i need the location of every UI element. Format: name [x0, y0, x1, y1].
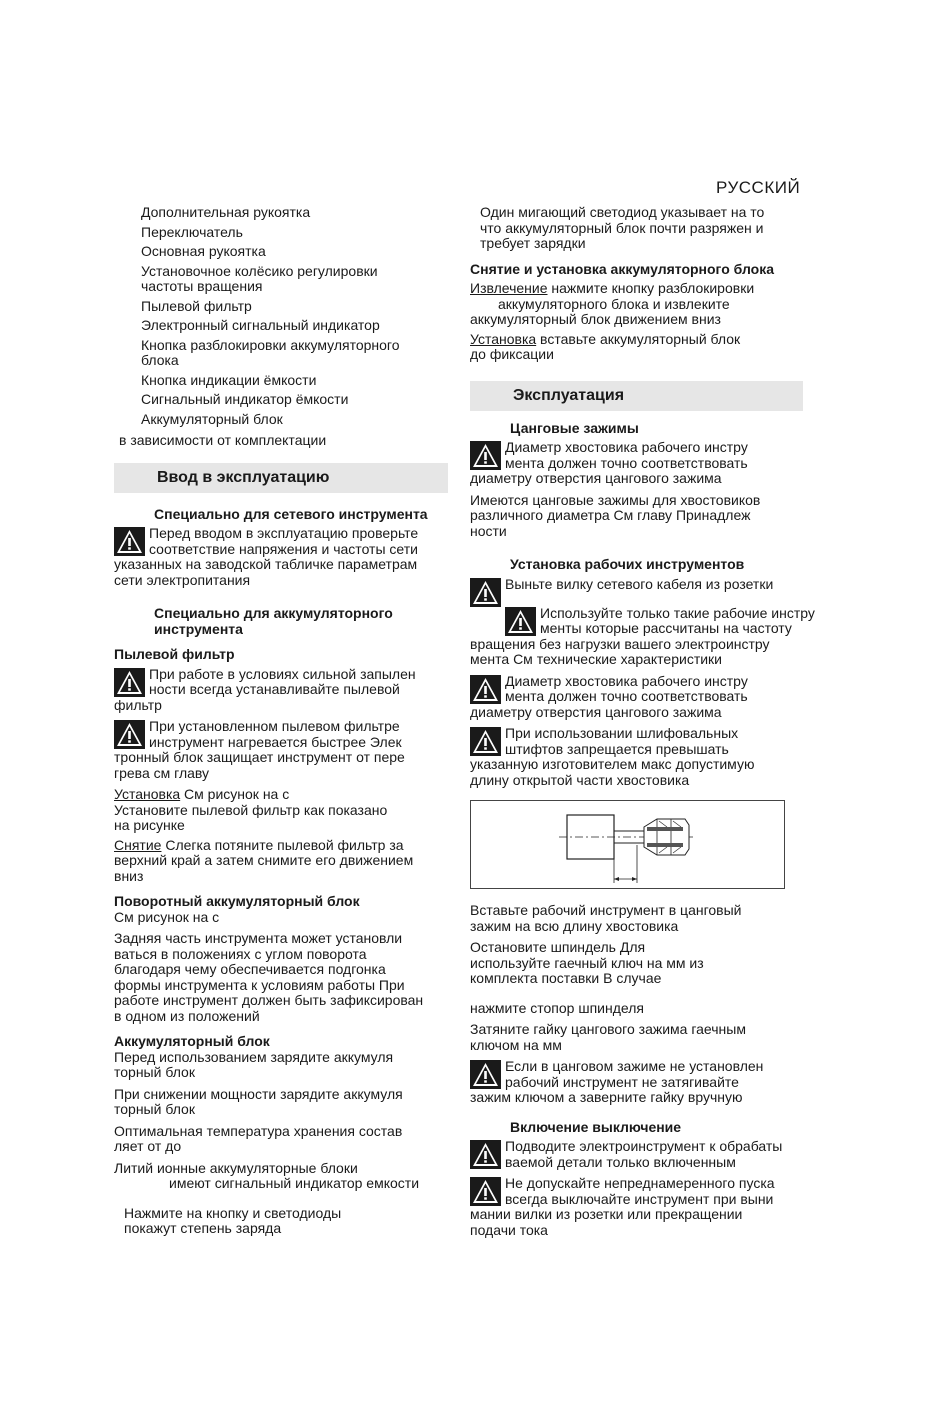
warning-text: Если в цанговом зажиме не установлен рабочий инструмент не затягивайте зажим ключом а заверните гайку вручную: [470, 1058, 764, 1105]
storage-text: Оптимальная температура хранения состав ляет от до: [114, 1122, 403, 1154]
stop-spindle-text: Остановите шпиндель Для используйте гаечный ключ на мм из комплекта поставки В случае: [470, 939, 704, 986]
battery-remove-heading: Снятие и установка аккумуляторного блока: [470, 260, 774, 277]
warning-text: При использовании шлифовальных штифтов запрещается превышать указанную изготовителем макс допустимую длину открытой части хвостовика: [470, 725, 755, 788]
removal-paragraph: [114, 838, 459, 885]
led-text: Один мигающий светодиод указывает на то что аккумуляторный блок почти разряжен и требует зарядки: [480, 204, 765, 251]
tools-warning-4: [470, 726, 815, 788]
tighten-warning: [470, 1059, 815, 1106]
list-item: Электронный сигнальный индикатор: [141, 317, 380, 333]
warning-text: Не допускайте непреднамеренного пуска всегда выключайте инструмент при выни мании вилки из розетки или прекращении подачи тока: [470, 1175, 775, 1238]
collet-warning: [470, 440, 815, 487]
section-title-operation: Эксплуатация: [470, 381, 803, 411]
press-lock-text: нажмите стопор шпинделя: [470, 999, 644, 1016]
removal-label: Снятие: [114, 836, 162, 853]
section-title-commissioning: Ввод в эксплуатацию: [114, 463, 448, 493]
warning-text: Выньте вилку сетевого кабеля из розетки: [505, 575, 774, 592]
language-label: РУССКИЙ: [716, 178, 801, 197]
warning-text: Диаметр хвостовика рабочего инстру мента должен точно соответствовать диаметру отверстия цангового зажима: [470, 439, 748, 486]
list-item: Дополнительная рукоятка: [141, 204, 311, 220]
list-item: Установочное колёсико регулировки частоты вращения: [141, 262, 378, 294]
tools-warning-3: [470, 674, 815, 721]
warning-text: Диаметр хвостовика рабочего инстру мента должен точно соответствовать диаметру отверстия цангового зажима: [470, 672, 748, 720]
warning-icon: [114, 720, 145, 749]
components-list: [114, 205, 459, 427]
warning-text: При установленном пылевом фильтре инструмент нагревается быстрее Элек тронный блок защищает инструмент от пере грева см главу: [114, 718, 405, 781]
collet-drawing: [471, 801, 784, 888]
tools-warning-2: [470, 606, 815, 668]
warning-text: Подводите электроинструмент к обрабаты ваемой детали только включенным: [505, 1138, 783, 1170]
mains-heading: Специально для сетевого инструмента: [154, 505, 428, 522]
warning-icon: [470, 727, 501, 756]
warning-icon: [114, 668, 145, 697]
warning-text: При работе в условиях сильной запылен ности всегда устанавливайте пылевой фильтр: [114, 665, 416, 713]
press-button-text: Нажмите на кнопку и светодиоды покажут степень заряда: [124, 1204, 342, 1236]
charge-text-2: При снижении мощности зарядите аккумуля торный блок: [114, 1085, 403, 1117]
extraction-text-1: нажмите кнопку разблокировки: [547, 280, 755, 296]
list-item: Основная рукоятка: [141, 243, 266, 259]
warning-icon: [470, 1177, 501, 1206]
warning-text: Перед вводом в эксплуатацию проверьте соответствие напряжения и частоты сети указанных на заводской табличке параметрам сети электропитания: [114, 525, 419, 588]
warning-text: Используйте только такие рабочие инстру менты которые рассчитаны на частоту вращения без нагрузки вашего электроинстру мента См технические характеристики: [470, 604, 815, 667]
tighten-text: Затяните гайку цангового зажима гаечным ключом на мм: [470, 1021, 746, 1053]
install-text: См рисунок на с Установите пылевой фильтр как показано на рисунке: [114, 786, 388, 833]
mains-warning: [114, 526, 459, 588]
li-ion-line-2: имеют сигнальный индикатор емкости: [169, 1175, 420, 1191]
warning-icon: [114, 527, 145, 556]
battery-block-heading: Аккумуляторный блок: [114, 1033, 270, 1049]
battery-install-text: вставьте аккумуляторный блок до фиксации: [470, 330, 741, 362]
onoff-warning-1: [470, 1139, 815, 1170]
tools-warning-1: [470, 577, 815, 606]
rotary-text: Задняя часть инструмента может установли ваться в положениях с углом поворота благодаря чему обеспечивается подгонка формы инструмента к условиям работы При работе инструмент должен быть зафиксирован в одном из положений: [114, 930, 424, 1024]
footnote: в зависимости от комплектации: [119, 432, 327, 448]
right-column: [470, 205, 815, 1238]
extraction-label: Извлечение: [470, 280, 548, 296]
list-item: Переключатель: [141, 223, 243, 240]
collet-heading: Цанговые зажимы: [510, 419, 639, 436]
rotary-heading: Поворотный аккумуляторный блок: [114, 893, 360, 909]
left-column: [114, 205, 459, 1237]
warning-icon: [470, 1060, 501, 1089]
warning-icon: [470, 1140, 501, 1169]
removal-text: Слегка потяните пылевой фильтр за верхний край а затем снимите его движением вниз: [114, 836, 414, 884]
battery-heading: Специально для аккумуляторного инструмента: [154, 605, 393, 637]
list-item: Кнопка индикации ёмкости: [141, 371, 317, 388]
extraction-text-2: аккумуляторного блока и извлеките: [498, 295, 730, 312]
install-label: Установка: [114, 786, 181, 802]
li-ion-line-1: Литий ионные аккумуляторные блоки: [114, 1159, 358, 1176]
dust-warning-2: [114, 719, 459, 781]
rotary-ref: См рисунок на с: [114, 908, 220, 925]
install-paragraph: [114, 787, 459, 834]
onoff-heading: Включение выключение: [510, 1118, 682, 1135]
battery-install-paragraph: [470, 332, 815, 363]
list-item: Сигнальный индикатор ёмкости: [141, 391, 349, 407]
list-item: Пылевой фильтр: [141, 297, 252, 314]
dust-warning-1: [114, 667, 459, 714]
warning-icon: [470, 675, 501, 704]
dust-filter-heading: Пылевой фильтр: [114, 646, 235, 662]
extraction-text-3: аккумуляторный блок движением вниз: [470, 311, 721, 327]
tools-heading: Установка рабочих инструментов: [510, 556, 745, 572]
charge-text-1: Перед использованием зарядите аккумуля торный блок: [114, 1048, 394, 1080]
warning-icon: [470, 441, 501, 470]
collet-text: Имеются цанговые зажимы для хвостовиков различного диаметра См главу Принадлеж ности: [470, 491, 761, 539]
warning-icon: [505, 607, 536, 636]
collet-diagram: [470, 800, 785, 889]
warning-icon: [470, 578, 501, 607]
onoff-warning-2: [470, 1176, 815, 1238]
battery-install-label: Установка: [470, 330, 537, 347]
insert-text: Вставьте рабочий инструмент в цанговый зажим на всю длину хвостовика: [470, 902, 742, 934]
list-item: Аккумуляторный блок: [141, 410, 283, 427]
extraction-paragraph: [470, 281, 815, 328]
list-item: Кнопка разблокировки аккумуляторного блока: [141, 336, 400, 368]
